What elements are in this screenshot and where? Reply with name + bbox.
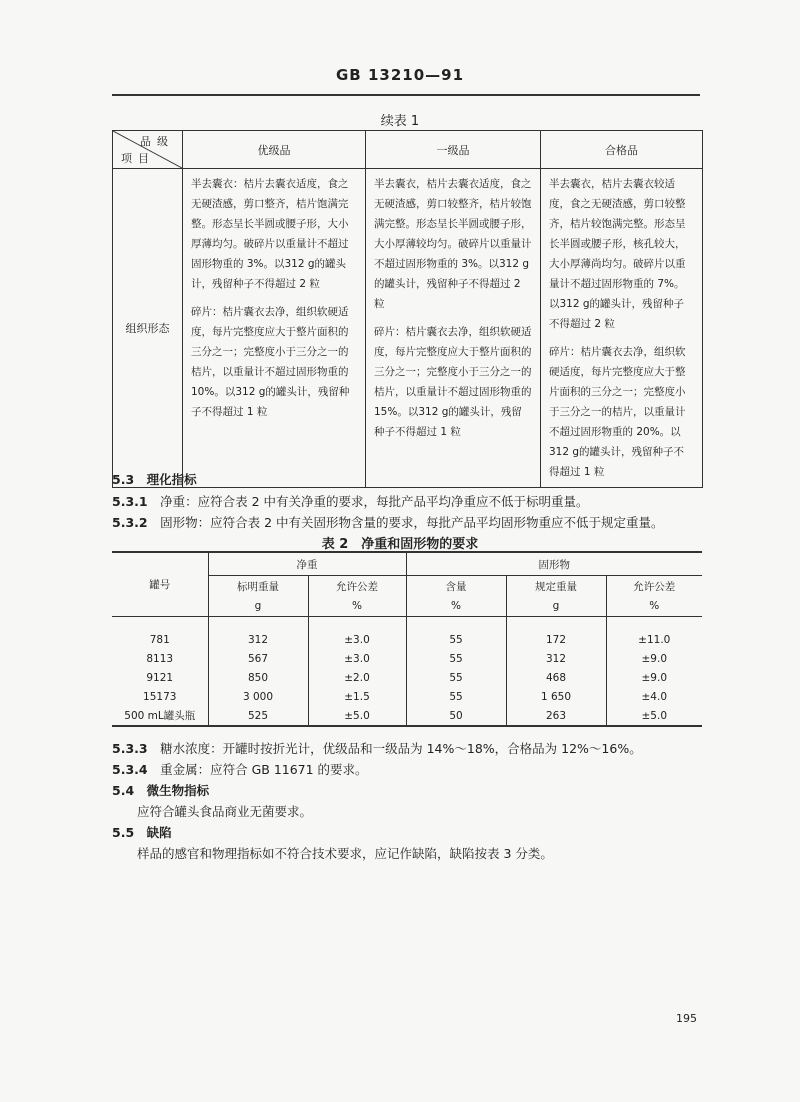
table-row — [112, 668, 702, 687]
cell-content: 55 — [406, 668, 506, 687]
cell-first-grade-broken: 碎片：桔片囊衣去净，组织软硬适度，每片完整度应大于整片面积的三分之一；完整度小于三分之一的桔片，以重量计不超过固形物重的 15%。以312 g的罐头计，残留种子不得超过 1 粒 — [374, 326, 532, 438]
cell-qualified-broken: 碎片：桔片囊衣去净，组织软硬适度，每片完整度应大于整片面积的三分之一；完整度小于三分之一的桔片，以重量计不超过固形物重的 20%。以312 g的罐头计，残留种子不得超过 1 粒 — [549, 346, 686, 478]
clause-5-3-3 — [112, 739, 642, 757]
column-header-premium: 优级品 — [183, 131, 366, 169]
cell-net-tolerance: ±5.0 — [308, 706, 406, 726]
cell-premium-broken: 碎片：桔片囊衣去净，组织软硬适度，每片完整度应大于整片面积的三分之一；完整度小于三分之一的桔片，以重量计不超过固形物重的 10%。以312 g的罐头计，残留种子不得超过 1 粒 — [191, 306, 350, 418]
table1-body-row — [113, 169, 703, 488]
corner-grade-label: 品级 — [140, 135, 174, 148]
cell-labeled-weight: 312 — [208, 630, 308, 649]
table1-corner-cell — [113, 131, 183, 169]
header-rule — [112, 94, 700, 96]
cell-net-tolerance: ±2.0 — [308, 668, 406, 687]
unit-content: % — [406, 596, 506, 617]
page-number: 195 — [676, 1012, 697, 1025]
cell-specified-weight: 263 — [506, 706, 606, 726]
subheader-labeled-weight: 标明重量 — [208, 576, 308, 597]
table2-caption: 表 2 净重和固形物的要求 — [321, 537, 479, 552]
row-label-texture: 组织形态 — [113, 169, 183, 488]
cell-specified-weight: 172 — [506, 630, 606, 649]
section-title: 理化指标 — [146, 472, 197, 487]
corner-item-label: 项目 — [121, 152, 155, 165]
cell-labeled-weight: 567 — [208, 649, 308, 668]
cell-labeled-weight: 3 000 — [208, 687, 308, 706]
cell-can-no: 500 mL罐头瓶 — [112, 706, 208, 726]
cell-qualified — [541, 169, 703, 488]
unit-labeled-weight: g — [208, 596, 308, 617]
section-number: 5.4 — [112, 783, 135, 798]
table2-group-header-row — [112, 552, 702, 576]
solids-group-header: 固形物 — [406, 552, 702, 576]
cell-can-no: 781 — [149, 633, 170, 646]
cell-labeled-weight: 850 — [208, 668, 308, 687]
cell-first-grade — [366, 169, 541, 488]
cell-solids-tolerance: ±11.0 — [606, 630, 702, 649]
cell-content: 55 — [406, 687, 506, 706]
subheader-net-tolerance: 允许公差 — [308, 576, 406, 597]
subheader-solids-tolerance: 允许公差 — [606, 576, 702, 597]
table-row — [112, 687, 702, 706]
can-number-header: 罐号 — [112, 552, 208, 617]
cell-premium — [183, 169, 366, 488]
clause-5-3-1 — [112, 492, 589, 510]
table1-caption: 续表 1 — [380, 114, 420, 129]
subheader-content: 含量 — [406, 576, 506, 597]
clause-number: 5.3.4 — [112, 762, 148, 777]
cell-labeled-weight: 525 — [208, 706, 308, 726]
section-5-4-text: 应符合罐头食品商业无菌要求。 — [137, 804, 313, 819]
cell-content: 55 — [406, 649, 506, 668]
cell-premium-half-peeled: 半去囊衣：桔片去囊衣适度，食之无硬渣感，剪口整齐，桔片饱满完整。形态呈长半圆或腰子形，大小厚薄均匀。破碎片以重量计不超过固形物重的 3%。以312 g的罐头计，残留种子不得超过 2 粒 — [191, 178, 349, 290]
table-row — [112, 706, 702, 726]
clause-5-3-4 — [112, 760, 368, 778]
section-number: 5.3 — [112, 472, 135, 487]
cell-specified-weight: 1 650 — [506, 687, 606, 706]
unit-net-tolerance: % — [308, 596, 406, 617]
table1-header-row — [113, 131, 703, 169]
cell-first-grade-half-peeled: 半去囊衣，桔片去囊衣适度，食之无硬渣感，剪口较整齐，桔片较饱满完整。形态呈长半圆或腰子形，大小厚薄较均匀。破碎片以重量计不超过固形物重的 3%。以312 g的罐头计，残留种子不得超过 2 粒 — [374, 178, 532, 310]
subheader-specified-weight: 规定重量 — [506, 576, 606, 597]
document-header: GB 13210—91 — [335, 66, 465, 84]
column-header-qualified: 合格品 — [541, 131, 703, 169]
cell-qualified-half-peeled: 半去囊衣，桔片去囊衣较适度，食之无硬渣感，剪口较整齐，桔片较饱满完整。形态呈长半圆或腰子形，核孔较大，大小厚薄尚均匀。破碎片以重量计不超过固形物重的 7%。以312 g的罐头计，残留种子不得超过 2 粒 — [549, 178, 686, 330]
cell-solids-tolerance: ±9.0 — [606, 668, 702, 687]
clause-text: 重金属：应符合 GB 11671 的要求。 — [160, 762, 368, 777]
cell-net-tolerance: ±3.0 — [308, 630, 406, 649]
section-number: 5.5 — [112, 825, 135, 840]
cell-content: 55 — [406, 630, 506, 649]
cell-can-no: 8113 — [146, 652, 174, 665]
cell-solids-tolerance: ±5.0 — [606, 706, 702, 726]
section-5-4-heading — [112, 781, 209, 799]
unit-solids-tolerance: % — [606, 596, 702, 617]
unit-specified-weight: g — [506, 596, 606, 617]
section-5-3-heading — [112, 470, 197, 488]
clause-5-3-2 — [112, 513, 664, 531]
cell-specified-weight: 312 — [506, 649, 606, 668]
cell-can-no: 9121 — [146, 671, 174, 684]
cell-solids-tolerance: ±9.0 — [606, 649, 702, 668]
net-weight-group-header: 净重 — [208, 552, 406, 576]
cell-net-tolerance: ±1.5 — [308, 687, 406, 706]
section-5-5-text: 样品的感官和物理指标如不符合技术要求，应记作缺陷，缺陷按表 3 分类。 — [137, 846, 553, 861]
section-title: 微生物指标 — [146, 783, 210, 798]
cell-net-tolerance: ±3.0 — [308, 649, 406, 668]
table-row — [112, 649, 702, 668]
table2-spacer-row — [112, 617, 702, 631]
cell-solids-tolerance: ±4.0 — [606, 687, 702, 706]
table1 — [112, 130, 703, 488]
clause-number: 5.3.1 — [112, 494, 148, 509]
clause-text: 糖水浓度：开罐时按折光计，优级品和一级品为 14%～18%，合格品为 12%～16%。 — [160, 741, 642, 756]
cell-content: 50 — [406, 706, 506, 726]
clause-number: 5.3.2 — [112, 515, 148, 530]
table-row — [112, 630, 702, 649]
cell-can-no: 15173 — [143, 690, 177, 703]
clause-number: 5.3.3 — [112, 741, 148, 756]
section-title: 缺陷 — [146, 825, 172, 840]
cell-specified-weight: 468 — [506, 668, 606, 687]
section-5-5-heading — [112, 823, 172, 841]
table2 — [112, 551, 702, 727]
column-header-first-grade: 一级品 — [366, 131, 541, 169]
clause-text: 净重：应符合表 2 中有关净重的要求，每批产品平均净重应不低于标明重量。 — [160, 494, 589, 509]
clause-text: 固形物：应符合表 2 中有关固形物含量的要求，每批产品平均固形物重应不低于规定重量。 — [160, 515, 664, 530]
